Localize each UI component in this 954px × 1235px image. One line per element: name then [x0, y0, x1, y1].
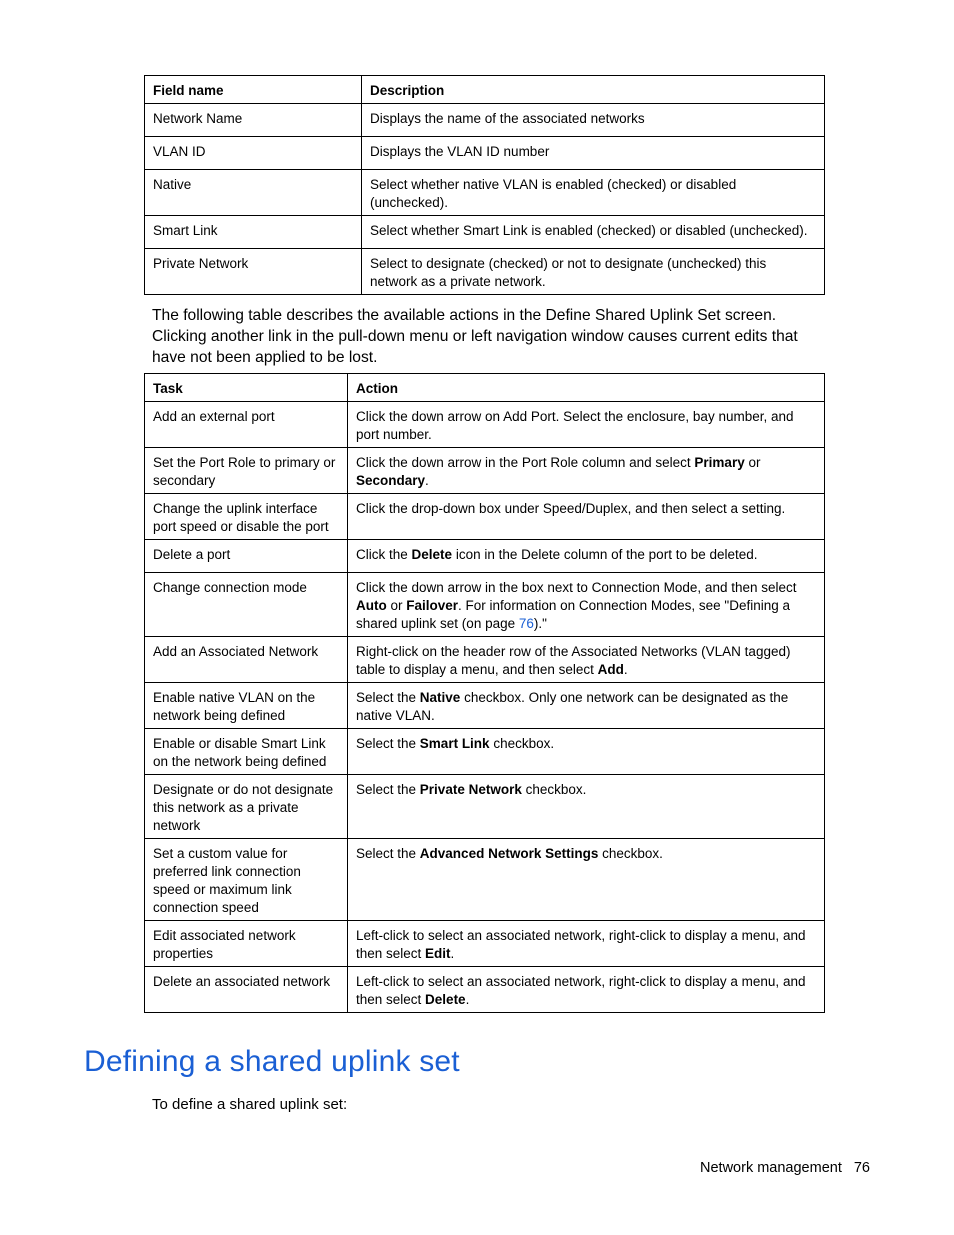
action-cell: [348, 683, 825, 729]
field-name-cell: Native: [145, 170, 362, 216]
action-text: checkbox.: [521, 782, 587, 797]
action-cell: [348, 402, 825, 448]
field-description-cell: Displays the name of the associated networks: [362, 104, 825, 137]
bold-term: Private Network: [419, 782, 522, 797]
action-text: ).": [533, 616, 547, 631]
action-text: or: [744, 455, 761, 470]
table-row: [145, 170, 825, 216]
task-cell: Delete an associated network: [145, 967, 348, 1013]
action-cell: [348, 540, 825, 573]
table-row: [145, 683, 825, 729]
action-text: .: [465, 992, 470, 1007]
footer-section-name: Network management: [700, 1160, 842, 1176]
table-row: [145, 921, 825, 967]
section-heading: Defining a shared uplink set: [84, 1045, 460, 1078]
action-cell: [348, 729, 825, 775]
column-header-description: Description: [362, 76, 825, 104]
action-text: Click the: [356, 547, 412, 562]
task-cell: Enable native VLAN on the network being defined: [145, 683, 348, 729]
task-cell: Delete a port: [145, 540, 348, 573]
table-row: [145, 216, 825, 249]
field-description-table: [144, 75, 825, 295]
table-row: [145, 540, 825, 573]
page-number: 76: [853, 1160, 870, 1176]
action-text: Click the down arrow in the Port Role column and select: [356, 455, 695, 470]
lead-paragraph: To define a shared uplink set:: [152, 1096, 348, 1113]
action-cell: [348, 967, 825, 1013]
action-text: checkbox.: [598, 846, 663, 861]
action-cell: [348, 573, 825, 637]
action-cell: [348, 775, 825, 839]
table-header-row: [145, 76, 825, 104]
bold-term: Primary: [694, 455, 745, 470]
action-text: .: [623, 662, 628, 677]
action-text: .: [450, 946, 455, 961]
task-table-body: [145, 402, 825, 1013]
bold-term: Native: [419, 690, 461, 705]
field-description-cell: Select whether native VLAN is enabled (checked) or disabled (unchecked).: [362, 170, 825, 216]
table-row: [145, 637, 825, 683]
bold-term: Smart Link: [419, 736, 490, 751]
action-cell: [348, 637, 825, 683]
task-cell: Enable or disable Smart Link on the network being defined: [145, 729, 348, 775]
table-row: [145, 775, 825, 839]
bold-term: Edit: [425, 946, 451, 961]
table-row: [145, 839, 825, 921]
action-text: checkbox.: [489, 736, 555, 751]
table-row: [145, 967, 825, 1013]
task-cell: Add an Associated Network: [145, 637, 348, 683]
action-cell: [348, 448, 825, 494]
page-reference-link[interactable]: 76: [518, 616, 534, 631]
field-description-cell: Displays the VLAN ID number: [362, 137, 825, 170]
action-text: checkbox. Only one network can be designated as the native VLAN.: [356, 690, 789, 723]
column-header-field-name: Field name: [145, 76, 362, 104]
task-cell: Add an external port: [145, 402, 348, 448]
action-text: .: [425, 473, 429, 488]
action-text: . For information on Connection Modes, see "Defining a shared uplink set (on page: [356, 598, 791, 631]
action-text: Left-click to select an associated network, right-click to display a menu, and then select: [356, 974, 806, 1007]
bold-term: Advanced Network Settings: [419, 846, 599, 861]
table-row: [145, 729, 825, 775]
action-text: Click the down arrow on Add Port. Select the enclosure, bay number, and port number.: [356, 409, 794, 442]
action-text: Left-click to select an associated network, right-click to display a menu, and then select: [356, 928, 806, 961]
table-row: [145, 104, 825, 137]
action-text: icon in the Delete column of the port to be deleted.: [452, 547, 758, 562]
table-row: [145, 494, 825, 540]
column-header-action: Action: [348, 374, 825, 402]
task-cell: Designate or do not designate this network as a private network: [145, 775, 348, 839]
intro-paragraph: The following table describes the available actions in the Define Shared Uplink Set screen. Clicking another link in the pull-down menu or left navigation window causes current edits that have not been applied to be lost.: [152, 307, 798, 366]
bold-term: Auto: [356, 598, 387, 613]
action-cell: [348, 494, 825, 540]
bold-term: Secondary: [356, 473, 426, 488]
table-row: [145, 137, 825, 170]
bold-term: Delete: [425, 992, 466, 1007]
task-cell: Set the Port Role to primary or secondary: [145, 448, 348, 494]
action-cell: [348, 839, 825, 921]
action-text: Click the down arrow in the box next to Connection Mode, and then select: [356, 580, 797, 595]
bold-term: Delete: [411, 547, 453, 562]
action-text: Select the: [356, 846, 420, 861]
task-cell: Edit associated network properties: [145, 921, 348, 967]
task-cell: Change connection mode: [145, 573, 348, 637]
table-header-row: [145, 374, 825, 402]
action-text: Right-click on the header row of the Associated Networks (VLAN tagged) table to display a menu, and then select: [356, 644, 791, 677]
field-description-cell: Select whether Smart Link is enabled (checked) or disabled (unchecked).: [362, 216, 825, 249]
action-text: Select the: [356, 782, 420, 797]
task-action-table: [144, 373, 825, 1013]
action-text: Click the drop-down box under Speed/Duplex, and then select a setting.: [356, 501, 786, 516]
column-header-task: Task: [145, 374, 348, 402]
page-footer: [700, 1158, 870, 1178]
field-name-cell: Private Network: [145, 249, 362, 295]
task-cell: Set a custom value for preferred link connection speed or maximum link connection speed: [145, 839, 348, 921]
field-name-cell: VLAN ID: [145, 137, 362, 170]
table-row: [145, 573, 825, 637]
table-row: [145, 402, 825, 448]
field-description-cell: Select to designate (checked) or not to designate (unchecked) this network as a private network.: [362, 249, 825, 295]
action-text: Select the: [356, 736, 420, 751]
field-name-cell: Smart Link: [145, 216, 362, 249]
table-row: [145, 249, 825, 295]
action-text: or: [386, 598, 407, 613]
bold-term: Failover: [406, 598, 459, 613]
action-text: Select the: [356, 690, 420, 705]
task-cell: Change the uplink interface port speed or disable the port: [145, 494, 348, 540]
field-name-cell: Network Name: [145, 104, 362, 137]
bold-term: Add: [597, 662, 624, 677]
table-row: [145, 448, 825, 494]
action-cell: [348, 921, 825, 967]
